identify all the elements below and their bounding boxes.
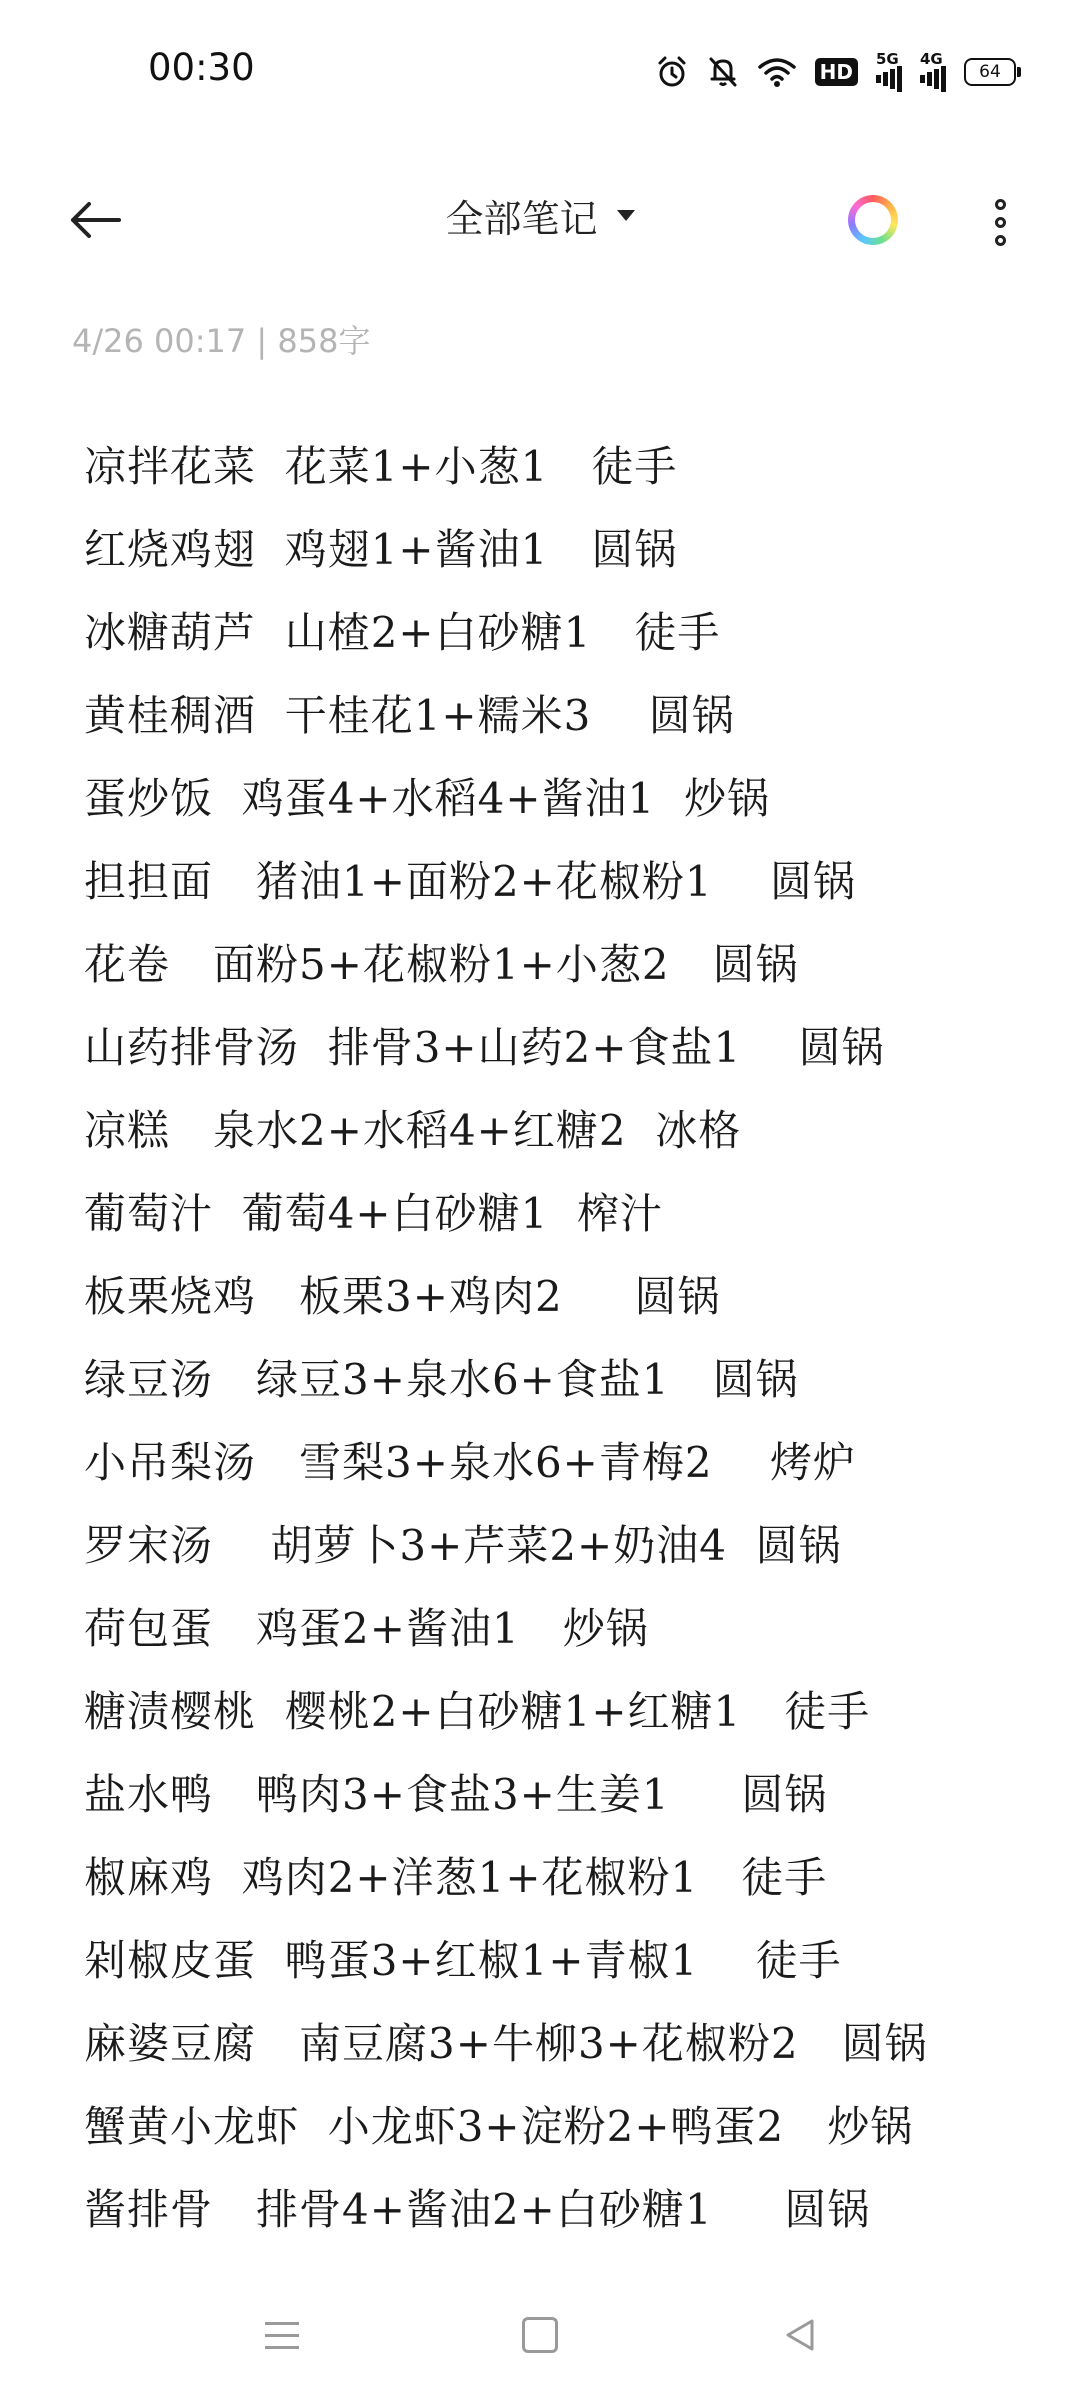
note-line[interactable]: 蛋炒饭 鸡蛋4+水稻4+酱油1 炒锅 (84, 774, 770, 823)
note-line[interactable]: 酱排骨 排骨4+酱油2+白砂糖1 圆锅 (84, 2185, 871, 2234)
note-line[interactable]: 盐水鸭 鸭肉3+食盐3+生姜1 圆锅 (84, 1770, 828, 1819)
caret-down-icon (617, 210, 635, 221)
page-title: 全部笔记 (445, 197, 598, 241)
toolbar (0, 170, 1080, 270)
note-meta: 4/26 00:17 | 858字 (72, 322, 371, 360)
note-line[interactable]: 小吊梨汤 雪梨3+泉水6+青梅2 烤炉 (84, 1438, 857, 1487)
note-line[interactable]: 蟹黄小龙虾 小龙虾3+淀粉2+鸭蛋2 炒锅 (84, 2102, 914, 2151)
home-square-icon[interactable] (510, 2310, 570, 2360)
note-line[interactable]: 绿豆汤 绿豆3+泉水6+食盐1 圆锅 (84, 1355, 799, 1404)
note-line[interactable]: 糖渍樱桃 樱桃2+白砂糖1+红糖1 徒手 (84, 1687, 871, 1736)
status-bar (0, 0, 1080, 140)
menu-icon[interactable] (252, 2310, 312, 2360)
hd-icon: HD (815, 58, 858, 86)
note-line[interactable]: 冰糖葫芦 山楂2+白砂糖1 徒手 (84, 608, 721, 657)
note-line[interactable]: 担担面 猪油1+面粉2+花椒粉1 圆锅 (84, 857, 857, 906)
note-line[interactable]: 剁椒皮蛋 鸭蛋3+红椒1+青椒1 徒手 (84, 1936, 842, 1985)
back-triangle-icon[interactable] (770, 2310, 830, 2360)
more-dot (995, 199, 1006, 210)
nav-bar (0, 2290, 1080, 2380)
note-line[interactable]: 葡萄汁 葡萄4+白砂糖1 榨汁 (84, 1189, 664, 1238)
folder-selector[interactable] (0, 188, 1080, 243)
battery-level: 64 (979, 62, 1001, 82)
status-time: 00:30 (148, 46, 255, 89)
note-line[interactable]: 红烧鸡翅 鸡翅1+酱油1 圆锅 (84, 525, 678, 574)
color-ring-icon[interactable] (848, 195, 898, 245)
note-line[interactable]: 凉拌花菜 花菜1+小葱1 徒手 (84, 442, 678, 491)
note-line[interactable]: 麻婆豆腐 南豆腐3+牛柳3+花椒粉2 圆锅 (84, 2019, 928, 2068)
note-line[interactable]: 凉糕 泉水2+水稻4+红糖2 冰格 (84, 1106, 742, 1155)
note-body[interactable] (84, 425, 1044, 2251)
more-dot (995, 217, 1006, 228)
note-line[interactable]: 板栗烧鸡 板栗3+鸡肉2 圆锅 (84, 1272, 721, 1321)
signal-4g-icon (920, 52, 946, 92)
signal-5g-label: 5G (876, 50, 899, 68)
note-line[interactable]: 荷包蛋 鸡蛋2+酱油1 炒锅 (84, 1604, 649, 1653)
note-line[interactable]: 椒麻鸡 鸡肉2+洋葱1+花椒粉1 徒手 (84, 1853, 828, 1902)
more-button[interactable] (980, 192, 1020, 252)
note-line[interactable]: 黄桂稠酒 干桂花1+糯米3 圆锅 (84, 691, 735, 740)
wifi-icon (757, 56, 797, 88)
more-dot (995, 235, 1006, 246)
signal-5g-icon (876, 52, 902, 92)
note-line[interactable]: 花卷 面粉5+花椒粉1+小葱2 圆锅 (84, 940, 799, 989)
battery-icon (964, 58, 1016, 86)
mute-bell-icon (707, 55, 739, 89)
status-icons (655, 50, 1016, 94)
note-line[interactable]: 罗宋汤 胡萝卜3+芹菜2+奶油4 圆锅 (84, 1521, 842, 1570)
note-line[interactable]: 山药排骨汤 排骨3+山药2+食盐1 圆锅 (84, 1023, 885, 1072)
alarm-icon (655, 55, 689, 89)
signal-4g-label: 4G (920, 50, 943, 68)
